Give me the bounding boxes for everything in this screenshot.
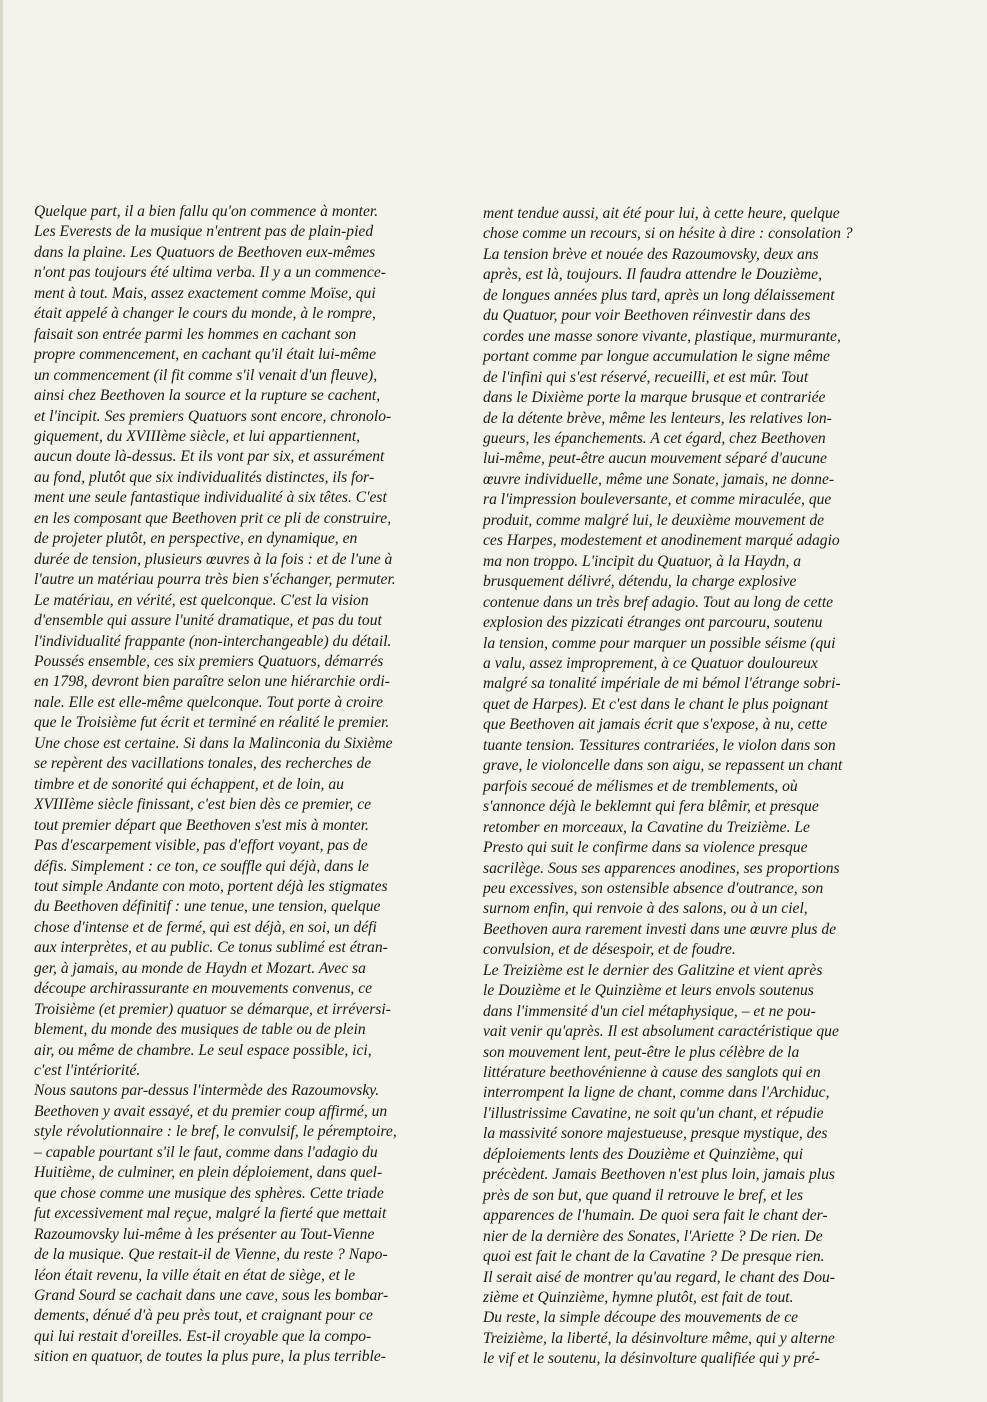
- left-text-column: [34, 202, 459, 1368]
- paragraph-harpes: ment tendue aussi, ait été pour lui, à cette heure, quelque chose comme un recours, si on hésite à dire : consolation ? La tension brève et nouée des Razoumovsky, deux ans après, est là, toujours. Il faudra attendre le Douzième, de longues années plus tard, après un long délaissement du Quatuor, pour voir Beethoven réinvestir dans des cordes une masse sonore vivante, plastique, murmurante, portant comme par longue accumulation le signe même de l'infini qui s'est réservé, recueilli, et est mûr. Tout dans le Dixième porte la marque brusque et contrariée de la détente brève, même les lenteurs, les relatives lon- gueurs, les épanchements. A cet égard, chez Beethoven lui-même, peut-être aucun mouvement séparé d'aucune œuvre individuelle, même une Sonate, jamais, ne donne- ra l'impression bouleversante, et comme miraculée, que produit, comme malgré lui, le deuxième mouvement de ces Harpes, modestement et anodinement marqué adagio ma non troppo. L'incipit du Quatuor, à la Haydn, a brusquement délivré, détendu, la charge explosive contenue dans un très bref adagio. Tout au long de cette explosion des pizzicati étranges ont parcouru, soutenu la tension, comme pour marquer un possible séisme (qui a valu, assez improprement, à ce Quatuor douloureux malgré sa tonalité impériale de mi bémol l'étrange sobri- quet de Harpes). Et c'est dans le chant le plus poignant que Beethoven ait jamais écrit que s'expose, à nu, cette tuante tension. Tessitures contrariées, le violon dans son grave, le violoncelle dans son aigu, se repassent un chant parfois secoué de mélismes et de tremblements, où s'annonce déjà le beklemnt qui fera blêmir, et presque retomber en morceaux, la Cavatine du Treizième. Le Presto qui suit le confirme dans sa violence presque sacrilège. Sous ses apparences anodines, ses proportions peu excessives, son ostensible absence d'outrance, son surnom enfin, qui renvoie à des salons, ou à un ciel, Beethoven aura rarement investi dans une œuvre plus de convulsion, et de désespoir, et de foudre.: [483, 205, 853, 959]
- right-text-column: [483, 204, 910, 1370]
- paragraph-treizieme: Le Treizième est le dernier des Galitzine et vient après le Douzième et le Quinzième et leurs envols soutenus dans l'immensité d'un ciel métaphysique, – et ne pou- vait venir qu'après. Il est absolument caractéristique que son mouvement lent, peut-être le plus célèbre de la littérature beethovénienne à cause des sanglots qui en interrompent la ligne de chant, comme dans l'Archiduc, l'illustrissime Cavatine, ne soit qu'un chant, et répudie la massivité sonore majestueuse, presque mystique, des déploiements lents des Douzième et Quinzième, qui précèdent. Jamais Beethoven n'est plus loin, jamais plus près de son but, que quand il retrouve le bref, et les apparences de l'humain. De quoi sera fait le chant der- nier de la dernière des Sonates, l'Ariette ? De rien. De quoi est fait le chant de la Cavatine ? De presque rien. Il serait aisé de montrer qu'au regard, le chant des Dou- zième et Quinzième, hymne plutôt, est fait de tout. Du reste, la simple découpe des mouvements de ce Treizième, la liberté, la désinvolture même, qui y alterne le vif et le soutenu, la désinvolture qualifiée qui y pré-: [483, 961, 839, 1368]
- page-edge-shadow: [0, 0, 3, 1402]
- paragraph-first-quartets: Quelque part, il a bien fallu qu'on commence à monter. Les Everests de la musique n'entrent pas de plain-pied dans la plaine. Les Quatuors de Beethoven eux-mêmes n'ont pas toujours été ultima verba. Il y a un commence- ment à tout. Mais, assez exactement comme Moïse, qui était appelé à changer le cours du monde, à le rompre, faisait son entrée parmi les hommes en cachant son propre commencement, en cachant qu'il était lui-même un commencement (il fit comme s'il venait d'un fleuve), ainsi chez Beethoven la source et la rupture se cachent, et l'incipit. Ses premiers Quatuors sont encore, chronolo- giquement, du XVIIIème siècle, et lui appartiennent, aucun doute là-dessus. Et ils vont par six, et assurément au fond, plutôt que six individualités distinctes, ils for- ment une seule fantastique individualité à six têtes. C'est en les composant que Beethoven prit ce pli de construire, de projeter plutôt, en perspective, en dynamique, en durée de tension, plusieurs œuvres à la fois : et de l'une à l'autre un matériau pourra très bien s'échanger, permuter. Le matériau, en vérité, est quelconque. C'est la vision d'ensemble qui assure l'unité dramatique, et pas du tout l'individualité frappante (non-interchangeable) du détail. Poussés ensemble, ces six premiers Quatuors, démarrés en 1798, devront bien paraître selon une hiérarchie ordi- nale. Elle est elle-même quelconque. Tout porte à croire que le Troisième fut écrit et terminé en réalité le premier. Une chose est certaine. Si dans la Malinconia du Sixième se repèrent des vacillations tonales, des recherches de timbre et de sonorité qui échappent, et de loin, au XVIIIème siècle finissant, c'est bien dès ce premier, ce tout premier départ que Beethoven s'est mis à monter. Pas d'escarpement visible, pas d'effort voyant, pas de défis. Simplement : ce ton, ce souffle qui déjà, dans le tout simple Andante con moto, portent déjà les stigmates du Beethoven définitif : une tenue, une tension, quelque chose d'intense et de fermé, qui est déjà, en soi, un défi aux interprètes, et au public. Ce tonus sublimé est étran- ger, à jamais, au monde de Haydn et Mozart. Avec sa découpe archirassurante en mouvements convenus, ce Troisième (et premier) quatuor se démarque, et irréversi- blement, du monde des musiques de table ou de plein air, ou même de chambre. Le seul espace possible, ici, c'est l'intériorité.: [34, 203, 396, 1080]
- paragraph-razoumovsky: Nous sautons par-dessus l'intermède des Razoumovsky. Beethoven y avait essayé, et du premier coup affirmé, un style révolutionnaire : le bref, le convulsif, le péremptoire, – capable pourtant s'il le faut, comme dans l'adagio du Huitième, de culminer, en plein déploiement, dans quel- que chose comme une musique des sphères. Cette triade fut excessivement mal reçue, malgré la fierté que mettait Razoumovsky lui-même à les présenter au Tout-Vienne de la musique. Que restait-il de Vienne, du reste ? Napo- léon était revenu, la ville était en état de siège, et le Grand Sourd se cachait dans une cave, sous les bombar- dements, dénué d'à peu près tout, et craignant pour ce qui lui restait d'oreilles. Est-il croyable que la compo- sition en quatuor, de toutes la plus pure, la plus terrible-: [34, 1082, 397, 1366]
